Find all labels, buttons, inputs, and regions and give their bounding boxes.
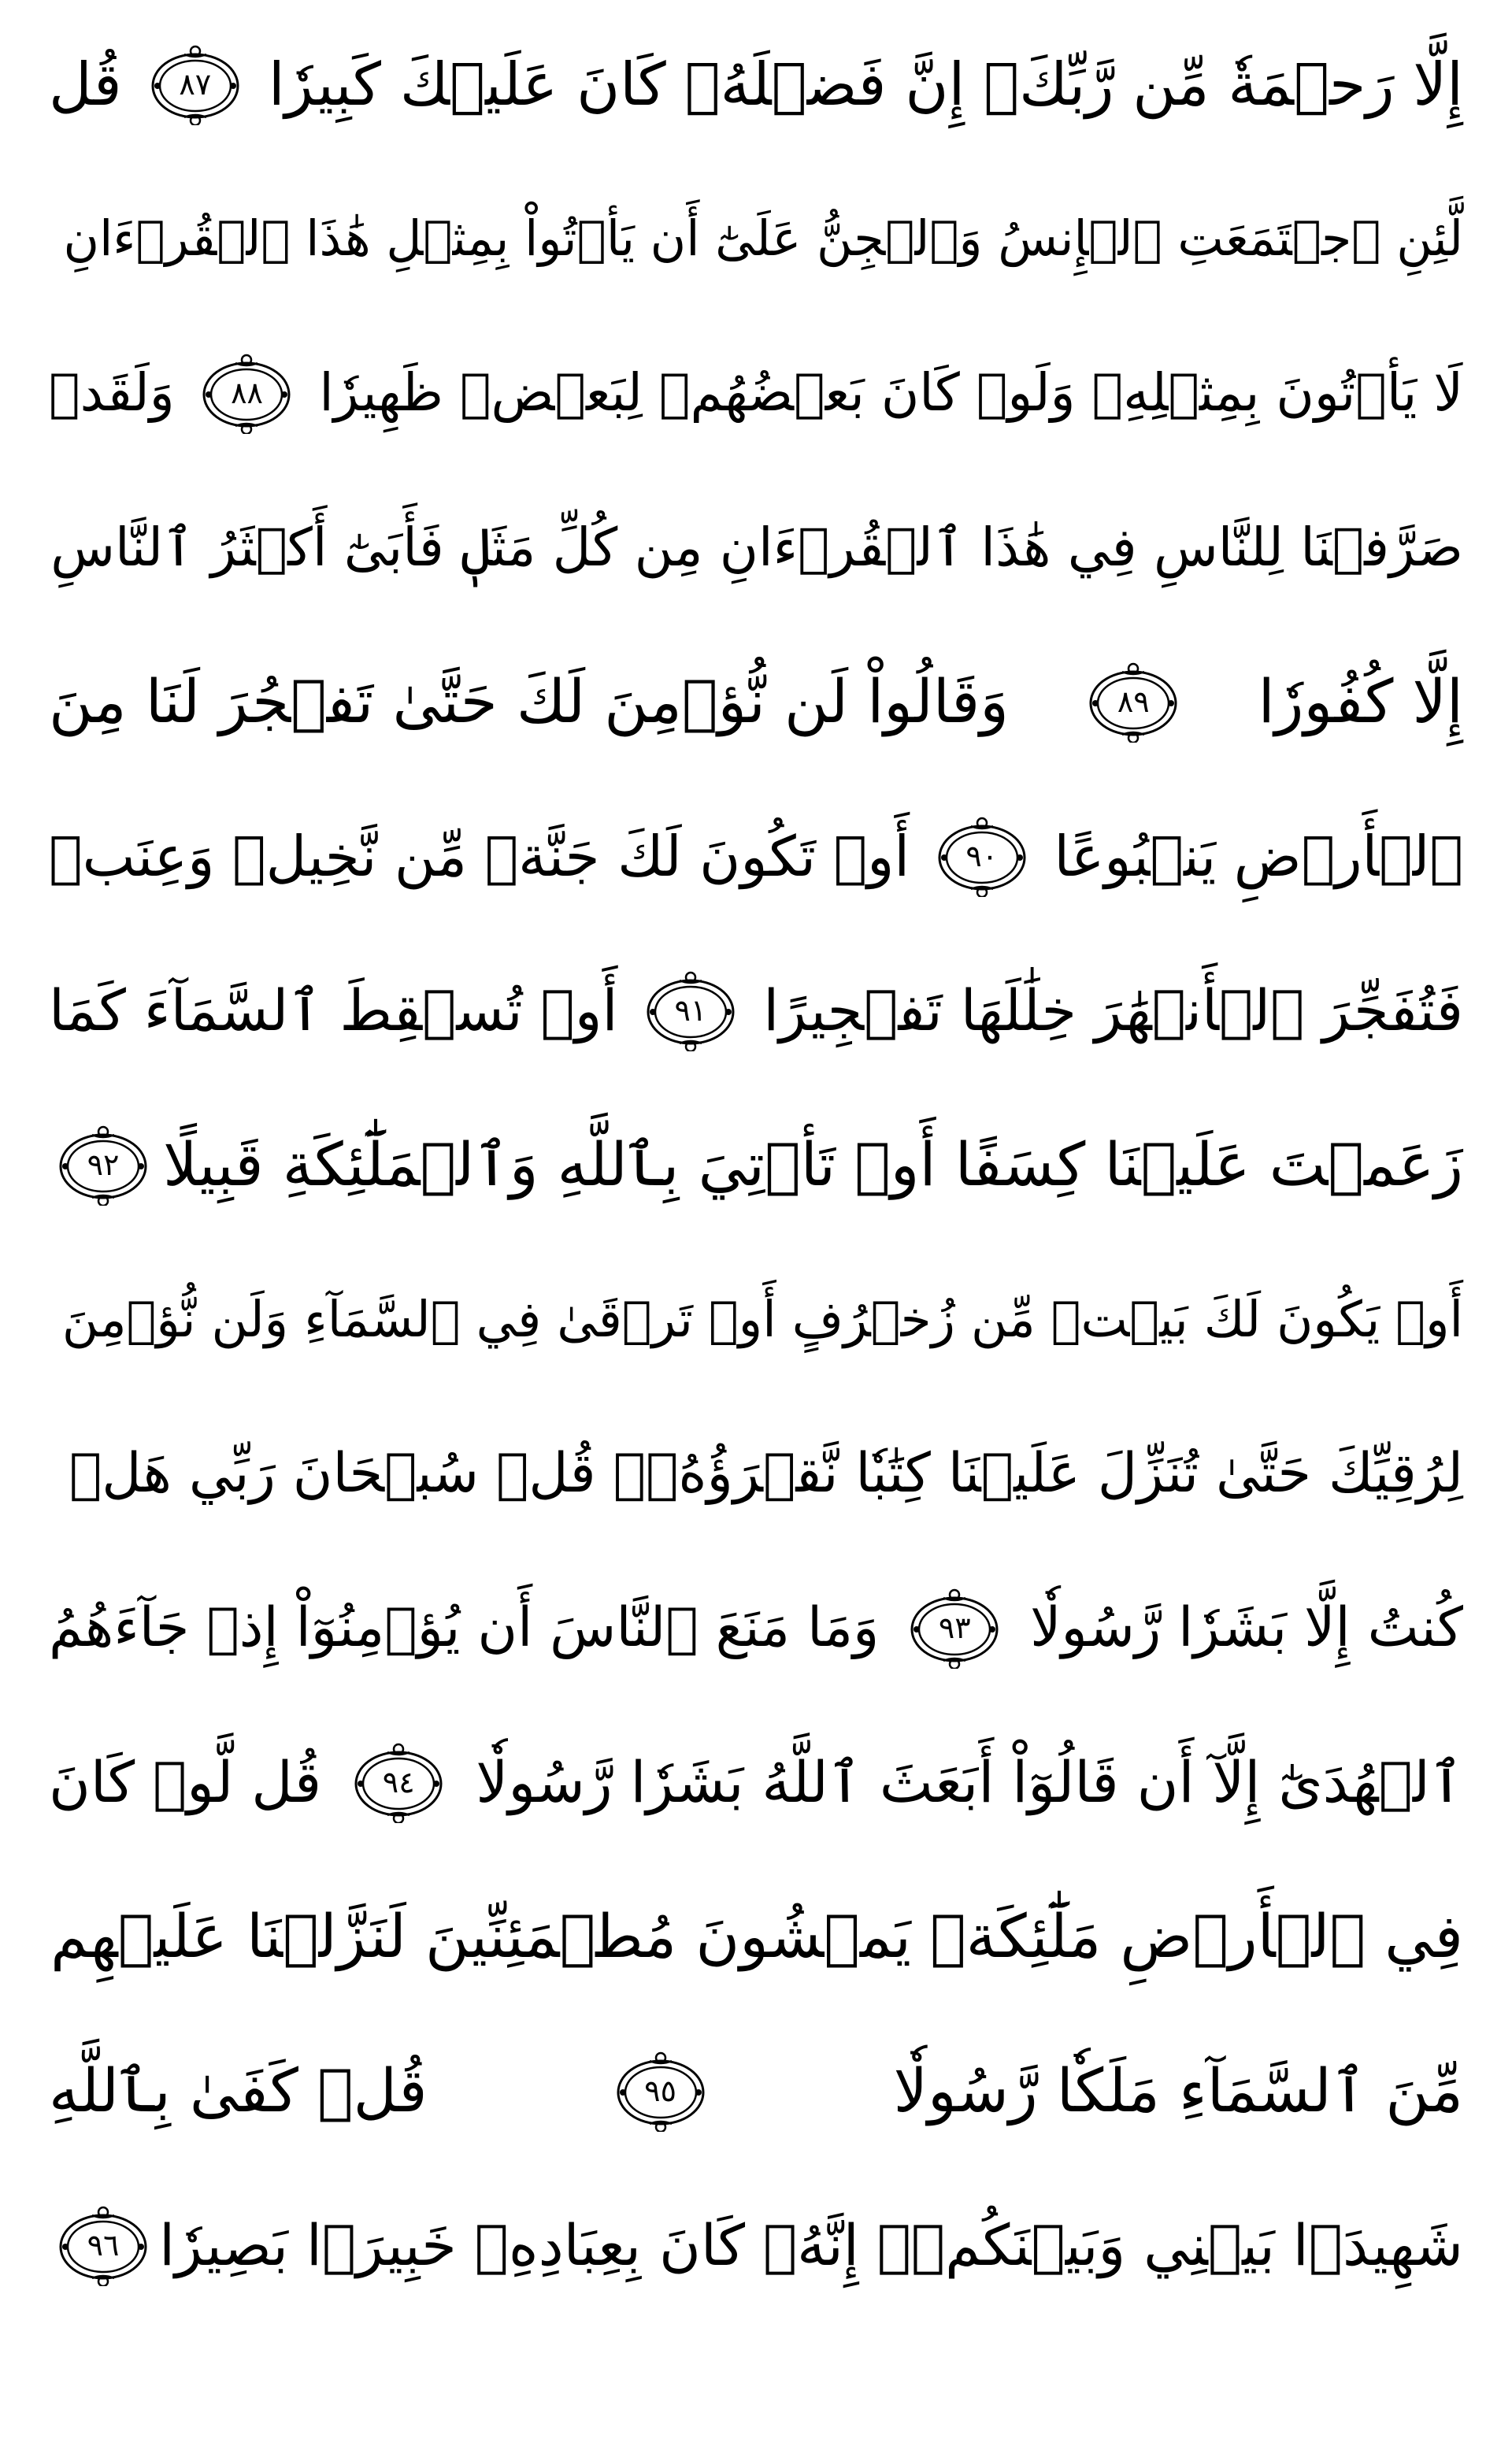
ayah-number-marker — [936, 815, 1028, 897]
verse-line — [49, 781, 1463, 931]
verse-text: لَّئِنِ ٱجۡتَمَعَتِ ٱلۡإِنسُ وَٱلۡجِنُّ عَلَىٰٓ أَن يَأۡتُواْ بِمِثۡلِ هَٰذَا ٱلۡقُرۡءَانِ — [63, 209, 1463, 267]
verse-line — [49, 164, 1463, 313]
verse-line — [49, 9, 1463, 159]
ayah-number: ٨٧ — [179, 67, 212, 102]
verse-line — [49, 1707, 1463, 1857]
verse-line — [49, 627, 1463, 776]
verse-text: صَرَّفۡنَا لِلنَّاسِ فِي هَٰذَا ٱلۡقُرۡءَانِ مِن كُلِّ مَثَلٖ فَأَبَىٰٓ أَكۡثَرُ ٱلنَّاسِ — [50, 516, 1463, 578]
verse-text: كُنتُ إِلَّا بَشَرٗا رَّسُولٗا — [1030, 1595, 1463, 1659]
ayah-number-marker — [352, 1741, 445, 1823]
verse-line — [49, 1399, 1463, 1548]
verse-text: زَعَمۡتَ عَلَيۡنَا كِسَفًا أَوۡ تَأۡتِيَ بِٱللَّهِ وَٱلۡمَلَٰٓئِكَةِ قَبِيلًا — [163, 1129, 1463, 1199]
verse-text: وَلَقَدۡ — [49, 362, 175, 423]
verse-text: مِّنَ ٱلسَّمَآءِ مَلَكٗا رَّسُولٗا — [893, 2055, 1463, 2125]
verse-line — [49, 2170, 1463, 2320]
ayah-number-marker — [1087, 661, 1180, 743]
verse-text: وَقَالُواْ لَن نُّؤۡمِنَ لَكَ حَتَّىٰ تَفۡجُرَ لَنَا مِنَ — [49, 666, 1009, 736]
verse-line — [49, 318, 1463, 468]
verse-text: أَوۡ يَكُونَ لَكَ بَيۡتٞ مِّن زُخۡرُفٍ أَوۡ تَرۡقَىٰ فِي ٱلسَّمَآءِ وَلَن نُّؤۡمِنَ — [61, 1290, 1463, 1348]
verse-text: قُلۡ كَفَىٰ بِٱللَّهِ — [49, 2055, 428, 2125]
ayah-number: ٩٣ — [938, 1610, 971, 1645]
ayah-number-marker — [908, 1587, 1001, 1669]
ayah-number: ٨٨ — [231, 376, 263, 410]
verse-text: إِلَّا كُفُورٗا — [1258, 666, 1463, 736]
ayah-number: ٩٦ — [87, 2228, 120, 2263]
verse-text: لَا يَأۡتُونَ بِمِثۡلِهِۦ وَلَوۡ كَانَ بَعۡضُهُمۡ لِبَعۡضٖ ظَهِيرٗا — [319, 362, 1463, 423]
verse-text: قُل — [49, 49, 122, 119]
verse-text: لِرُقِيِّكَ حَتَّىٰ تُنَزِّلَ عَلَيۡنَا كِتَٰبٗا نَّقۡرَؤُهُۥۗ قُلۡ سُبۡحَانَ رَبِّي هَلۡ — [69, 1441, 1463, 1505]
ayah-number-marker — [57, 1124, 150, 1206]
verse-text: فِي ٱلۡأَرۡضِ مَلَٰٓئِكَةٞ يَمۡشُونَ مُطۡمَئِنِّينَ لَنَزَّلۡنَا عَلَيۡهِم — [50, 1901, 1463, 1971]
verse-text: ٱلۡهُدَىٰٓ إِلَّآ أَن قَالُوٓاْ أَبَعَثَ ٱللَّهُ بَشَرٗا رَّسُولٗا — [476, 1749, 1463, 1815]
verse-text: أَوۡ تَكُونَ لَكَ جَنَّةٞ مِّن نَّخِيلٖ وَعِنَبٖ — [49, 823, 910, 889]
verse-text: أَوۡ تُسۡقِطَ ٱلسَّمَآءَ كَمَا — [49, 977, 618, 1043]
verse-line — [49, 473, 1463, 622]
verse-text: فَتُفَجِّرَ ٱلۡأَنۡهَٰرَ خِلَٰلَهَا تَفۡجِيرًا — [763, 977, 1463, 1043]
verse-text: قُل لَّوۡ كَانَ — [49, 1749, 322, 1815]
ayah-number: ٩٠ — [965, 839, 999, 873]
ayah-number: ٩١ — [674, 993, 707, 1028]
verse-text: إِلَّا رَحۡمَةٗ مِّن رَّبِّكَۚ إِنَّ فَضۡلَهُۥ كَانَ عَلَيۡكَ كَبِيرٗا — [268, 49, 1463, 119]
ayah-number-marker — [149, 43, 242, 125]
verse-line — [49, 1090, 1463, 1240]
verse-line — [49, 1862, 1463, 2011]
ayah-number-marker — [57, 2204, 150, 2286]
ayah-number-marker — [614, 2050, 707, 2132]
ayah-number-marker — [644, 969, 737, 1051]
ayah-number: ٩٥ — [644, 2074, 676, 2108]
verse-text: وَمَا مَنَعَ ٱلنَّاسَ أَن يُؤۡمِنُوٓاْ إِذۡ جَآءَهُمُ — [49, 1595, 880, 1659]
verse-line — [49, 2016, 1463, 2166]
ayah-number: ٩٢ — [87, 1147, 120, 1182]
verse-line — [49, 936, 1463, 1085]
ayah-number: ٩٤ — [382, 1765, 415, 1799]
verse-line — [49, 1553, 1463, 1703]
verse-line — [49, 1244, 1463, 1394]
verse-text: شَهِيدَۢا بَيۡنِي وَبَيۡنَكُمۡۚ إِنَّهُۥ كَانَ بِعِبَادِهِۦ خَبِيرَۢا بَصِيرٗا — [159, 2212, 1463, 2278]
ayah-number: ٨٩ — [1117, 684, 1150, 719]
verse-text: ٱلۡأَرۡضِ يَنۢبُوعًا — [1054, 823, 1463, 889]
ayah-number-marker — [200, 352, 293, 434]
